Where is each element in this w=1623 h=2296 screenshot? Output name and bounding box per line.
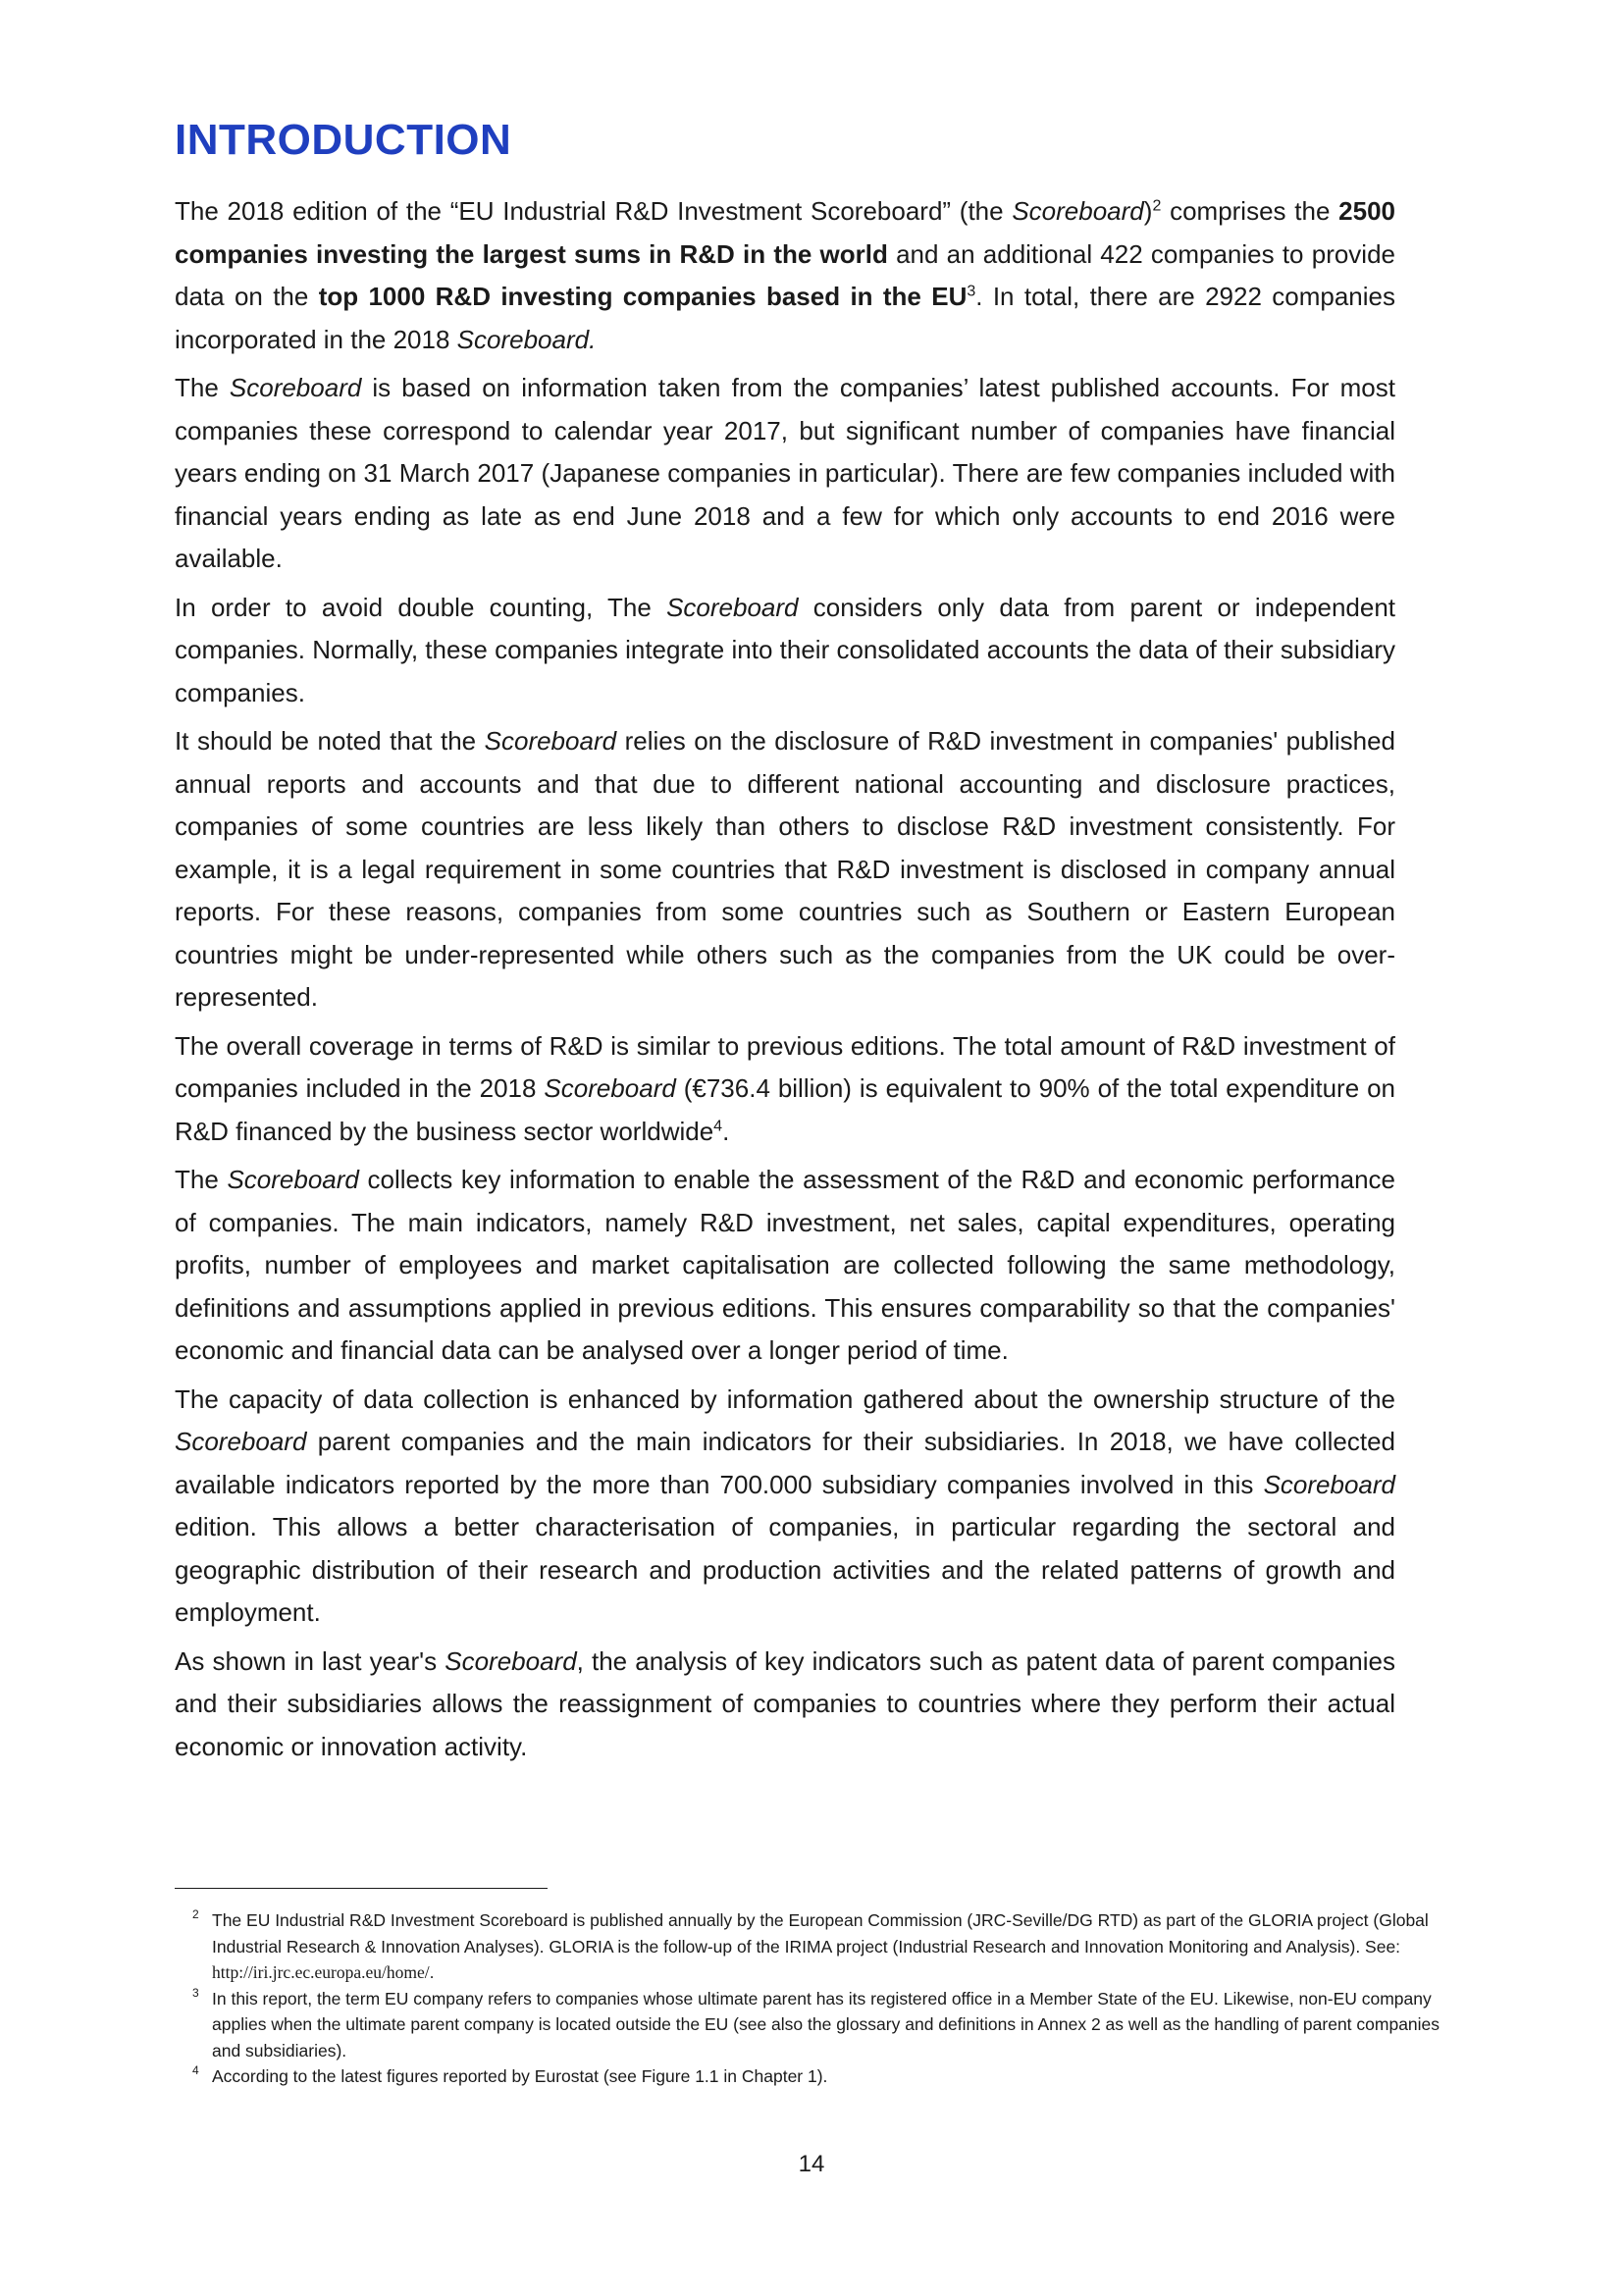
paragraph-2: The Scoreboard is based on information taken from the companies’ latest published accounts. For most companies these correspond to calendar year 2017, but significant number of companies have financial years ending on 31 March 2017 (Japanese companies in particular). There are few companies included with financial years ending as late as end June 2018 and a few for which only accounts to end 2016 were available. <box>175 373 1395 573</box>
paragraph-6: The Scoreboard collects key information to enable the assessment of the R&D and economic performance of companies. The main indicators, namely R&D investment, net sales, capital expenditures, operating profits, number of employees and market capitalisation are collected following the same methodology, definitions and assumptions applied in previous editions. This ensures comparability so that the companies' economic and financial data can be analysed over a longer period of time. <box>175 1165 1395 1365</box>
footnote-number: 2 <box>192 1907 199 1921</box>
paragraph-5: The overall coverage in terms of R&D is similar to previous editions. The total amount of R&D investment of companies included in the 2018 Scoreboard (€736.4 billion) is equivalent to 90% of the total expenditure on R&D financed by the business sector worldwide$^4$. <box>175 1030 1395 1146</box>
body-text <box>175 190 1395 1768</box>
footnote-ref-2[interactable]: 2 <box>1152 197 1162 215</box>
footnote-divider <box>175 1888 548 1889</box>
footnote-3: 3 In this report, the term EU company refers to companies whose ultimate parent has its registered office in a Member State of the EU. Likewise, non-EU company applies when the ultimate parent company is located outside the EU (see also the glossary and definitions in Annex 2 as well as the handling of parent companies and subsidiaries). <box>186 1986 1442 2064</box>
paragraph-7: The capacity of data collection is enhanced by information gathered about the ownership structure of the Scoreboard parent companies and the main indicators for their subsidiaries. In 2018, we have collected available indicators reported by the more than 700.000 subsidiary companies involved in this Scoreboard edition. This allows a better characterisation of companies, in particular regarding the sectoral and geographic distribution of their research and production activities and the related patterns of growth and employment. <box>175 1383 1395 1627</box>
footnote-number: 3 <box>192 1985 199 2000</box>
paragraph-8: As shown in last year's Scoreboard, the analysis of key indicators such as patent data of parent companies and their subsidiaries allows the reassignment of companies to countries where they perform their actual economic or innovation activity. <box>175 1645 1396 1761</box>
page-title: INTRODUCTION <box>175 116 512 164</box>
page-content <box>175 116 1395 1774</box>
footnote-ref-3[interactable]: 3 <box>967 283 976 300</box>
footnote-link[interactable]: http://iri.jrc.ec.europa.eu/home/ <box>212 1962 430 1982</box>
footnote-2: 2 The EU Industrial R&D Investment Scoreboard is published annually by the European Commission (JRC-Seville/DG RTD) as part of the GLORIA project (Global Industrial Research & Innovation Analyses). GLORIA is the follow-up of the IRIMA project (Industrial Research and Innovation Monitoring and Analysis). See: http://iri.jrc.ec.europa.eu/home/. <box>186 1907 1442 1986</box>
page-number: 14 <box>798 2151 825 2177</box>
paragraph-4: It should be noted that the Scoreboard relies on the disclosure of R&D investment in companies' published annual reports and accounts and that due to different national accounting and disclosure practices, companies of some countries are less likely than others to disclose R&D investment consistently. For example, it is a legal requirement in some countries that R&D investment is disclosed in company annual reports. For these reasons, companies from some countries such as Southern or Eastern European countries might be under-represented while others such as the companies from the UK could be over-represented. <box>175 726 1395 1012</box>
footnote-4: 4 According to the latest figures reported by Eurostat (see Figure 1.1 in Chapter 1). <box>186 2063 1442 2090</box>
footnote-number: 4 <box>192 2063 199 2077</box>
paragraph-3: In order to avoid double counting, The Scoreboard considers only data from parent or independent companies. Normally, these companies integrate into their consolidated accounts the data of their subsidiary companies. <box>175 592 1396 707</box>
paragraph-1: The 2018 edition of the “EU Industrial R&D Investment Scoreboard” (the Scoreboard)$^2$ comprises the 2500 companies investing the largest sums in R&D in the world and an additional 422 companies to provide data on the top 1000 R&D investing companies based in the EU$^3$. In total, there are 2922 companies incorporated in the 2018 Scoreboard. <box>175 196 1396 354</box>
footnotes <box>186 1907 1442 2090</box>
footnote-ref-4[interactable]: 4 <box>713 1117 723 1134</box>
